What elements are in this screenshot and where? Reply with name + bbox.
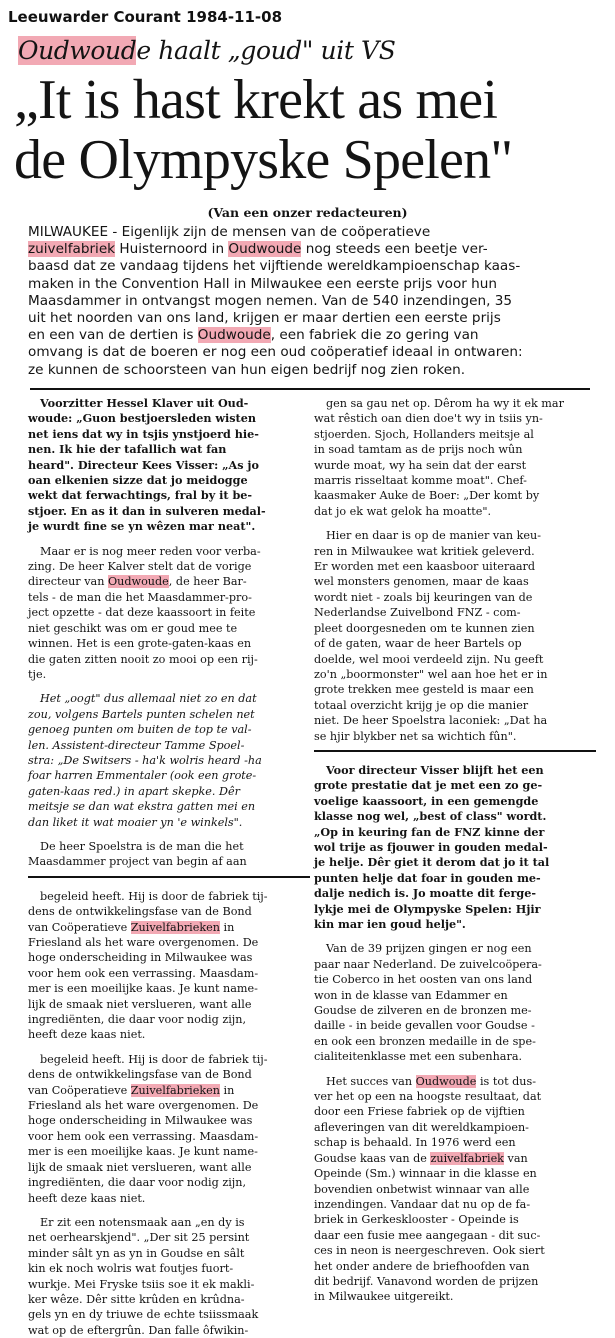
text-line: [28, 722, 310, 737]
text-line: [28, 574, 310, 589]
text-segment: grote trekken mee gesteld is maar een: [314, 683, 534, 697]
text-segment: van Coöperatieve: [28, 920, 131, 934]
text-segment: , de heer Bar-: [168, 575, 247, 589]
text-segment: Hier en daar is op de manier van keu-: [326, 529, 542, 543]
text-segment: Voorzitter Hessel Klaver uit Oud-: [40, 396, 249, 410]
text-segment: in soad tamtam as de prijs noch wûn: [314, 443, 523, 457]
text-line: [28, 950, 310, 965]
text-segment: wel monsters genomen, maar de kaas: [314, 575, 529, 589]
headline: [14, 70, 614, 190]
text-segment: voor hem ook een verrassing. Maasdam-: [28, 966, 259, 980]
text-line: [28, 1215, 310, 1230]
text-line: [314, 458, 596, 473]
text-line: [314, 840, 596, 855]
text-segment: tels - de man die het Maasdammer-pro-: [28, 590, 252, 604]
right-column: [314, 396, 596, 1305]
text-line: [314, 1003, 596, 1018]
text-line: [28, 1160, 310, 1175]
highlighted-term: Oudwoude: [228, 241, 302, 258]
text-line: [314, 729, 596, 744]
text-line: [28, 889, 310, 904]
text-line: [314, 528, 596, 543]
text-segment: foar harren Emmentaler (ook een grote-: [28, 769, 257, 783]
kicker-rest: e haalt „goud" uit VS: [136, 36, 396, 65]
text-line: [28, 904, 310, 919]
text-segment: Friesland als het ware overgenomen. De: [28, 1099, 259, 1113]
text-line: [28, 458, 310, 473]
text-line: [28, 1144, 310, 1159]
text-segment: niet geschikt was om er goud mee te: [28, 621, 238, 635]
headline-line-1: „It is hast krekt as mei: [14, 69, 498, 131]
text-line: [314, 1049, 596, 1064]
text-segment: voor hem ook een verrassing. Maasdam-: [28, 1129, 259, 1143]
text-line: [314, 972, 596, 987]
highlighted-term: Oudwoude: [197, 327, 271, 344]
text-line: [314, 1182, 596, 1197]
text-line: [28, 768, 310, 783]
text-segment: briek in Gerkesklooster - Opeinde is: [314, 1213, 519, 1227]
headline-line-2: de Olympyske Spelen": [14, 129, 513, 191]
text-segment: grote prestatie dat je met een zo ge-: [314, 778, 543, 793]
text-segment: zou, volgens Bartels punten schelen net: [28, 707, 255, 721]
kicker: [18, 36, 395, 65]
text-segment: wurkje. Mei Fryske tsiis soe it ek makli-: [28, 1277, 255, 1291]
text-segment: tje.: [28, 667, 47, 681]
text-line: [28, 621, 310, 636]
text-segment: gels yn en dy triuwe de echte tsiissmaak: [28, 1308, 259, 1322]
text-line: [314, 794, 596, 809]
text-line: [28, 799, 310, 814]
text-line: [314, 1274, 596, 1289]
paragraph: [314, 941, 596, 1064]
text-segment: Er zit een notensmaak aan „en dy is: [40, 1215, 245, 1229]
text-line: [28, 310, 608, 327]
left-column: [28, 396, 310, 1338]
text-line: [28, 473, 310, 488]
text-segment: Nederlandse Zuivelbond FNZ - com-: [314, 606, 521, 620]
text-segment: wat rêstich oan dien doe't wy in tsiis yn-: [314, 412, 543, 426]
text-segment: inzendingen. Vandaar dat nu op de fa-: [314, 1197, 531, 1211]
text-line: [314, 488, 596, 503]
text-segment: ingrediënten, die daar voor nodig zijn,: [28, 1176, 247, 1190]
text-line: [28, 839, 310, 854]
text-line: [28, 559, 310, 574]
text-segment: meitsje se dan wat ekstra gatten mei en: [28, 800, 256, 814]
text-line: [314, 871, 596, 886]
text-line: [314, 1289, 596, 1304]
text-segment: Huisternoord in: [115, 241, 229, 258]
text-line: [28, 258, 608, 275]
text-line: [28, 935, 310, 950]
text-segment: niet. De heer Spoelstra laconiek: „Dat ha: [314, 714, 548, 728]
text-line: [28, 1246, 310, 1261]
text-segment: lijk de smaak niet verslueren, want alle: [28, 997, 252, 1011]
text-line: [28, 344, 608, 361]
text-segment: ze kunnen de schoorsteen van hun eigen bedrijf nog zien roken.: [28, 361, 466, 378]
text-segment: heeft deze kaas niet.: [28, 1028, 146, 1042]
text-line: [28, 1230, 310, 1245]
highlighted-term: zuivelfabriek: [430, 1151, 504, 1165]
text-line: [314, 941, 596, 956]
text-segment: of de gaten, waar de heer Bartels op: [314, 637, 522, 651]
text-segment: kin ek noch wolris wat foutjes fuort-: [28, 1262, 234, 1276]
text-line: [28, 411, 310, 426]
paragraph-gap: [28, 830, 310, 839]
lead-paragraph: [28, 224, 608, 379]
text-segment: hoge onderscheiding in Milwaukee was: [28, 951, 253, 965]
text-segment: nen. Ik hie der tafallich wat fan: [28, 442, 227, 457]
text-segment: Opeinde (Sm.) winnaar in die klasse en: [314, 1167, 537, 1181]
text-line: [28, 442, 310, 457]
text-line: [28, 327, 608, 344]
text-segment: heard". Directeur Kees Visser: „As jo: [28, 457, 259, 472]
paragraph-gap: [28, 535, 310, 544]
text-segment: ver het op een na hoogste resultaat, dat: [314, 1090, 542, 1104]
text-line: [28, 276, 608, 293]
text-segment: en een van de dertien is: [28, 327, 198, 344]
text-line: [28, 396, 310, 411]
text-line: [314, 1166, 596, 1181]
text-segment: stra: „De Switsers - ha'k wolris heard -ha: [28, 753, 262, 767]
text-segment: lykje mei de Olympyske Spelen: Hjir: [314, 901, 541, 916]
text-segment: stjoerden. Sjoch, Hollanders meitsje al: [314, 427, 534, 441]
highlighted-term: zuivelfabriek: [28, 241, 116, 258]
section-rule: [314, 750, 596, 752]
paragraph: [314, 763, 596, 932]
text-line: [314, 698, 596, 713]
text-segment: Goudse kaas van de: [314, 1151, 431, 1165]
text-segment: Friesland als het ware overgenomen. De: [28, 936, 259, 949]
text-segment: net iens dat wy in tsjis ynstjoerd hie-: [28, 426, 259, 441]
text-segment: kin mar ien goud helje".: [314, 917, 466, 931]
text-segment: heeft deze kaas niet.: [28, 1191, 146, 1205]
text-segment: daar een fusie mee aangegaan - dit suc-: [314, 1228, 541, 1242]
source-line: Leeuwarder Courant 1984-11-08: [8, 8, 283, 26]
text-segment: wol trije as fjouwer in gouden medal-: [314, 839, 548, 854]
text-segment: winnen. Het is een grote-gaten-kaas en: [28, 637, 252, 651]
text-line: [28, 605, 310, 620]
text-line: [28, 753, 310, 768]
text-segment: je wurdt fine se yn wêzen mar neat".: [28, 519, 256, 534]
text-line: [28, 1175, 310, 1190]
text-segment: dit bedrijf. Vanavond worden de prijzen: [314, 1274, 539, 1288]
paragraph: [28, 839, 310, 870]
text-segment: Maasdammer project van begin af aan: [28, 855, 247, 869]
paragraph: [314, 1074, 596, 1305]
text-segment: tie Coberco in het oosten van ons land: [314, 973, 533, 987]
text-segment: lijk de smaak niet verslueren, want alle: [28, 1160, 252, 1174]
text-segment: zing. De heer Kalver stelt dat de vorige: [28, 560, 252, 574]
text-line: [28, 362, 608, 379]
text-segment: dan liket it wat moaier yn 'e winkels".: [28, 815, 243, 829]
text-line: [314, 1089, 596, 1104]
text-line: [28, 1083, 310, 1098]
paragraph: [314, 528, 596, 744]
text-segment: pleet doorgesneden om te kunnen zien: [314, 621, 535, 635]
text-line: [28, 691, 310, 706]
paragraph: [28, 1215, 310, 1338]
paragraph-gap: [28, 682, 310, 691]
paragraph-gap: [28, 1043, 310, 1052]
text-line: [314, 590, 596, 605]
text-line: [28, 544, 310, 559]
text-segment: totaal overzicht krijg je op die manier: [314, 698, 529, 712]
text-segment: die gaten zitten nooit zo mooi op een rij-: [28, 652, 258, 666]
text-line: [28, 1292, 310, 1307]
text-line: [314, 574, 596, 589]
text-segment: doelde, wel mooi verdeeld zijn. Nu geeft: [314, 652, 544, 666]
text-segment: in: [219, 1083, 235, 1097]
text-segment: zo'n „boormonster" wel aan hoe het er in: [314, 667, 548, 681]
text-line: [28, 293, 608, 310]
text-segment: ker wêze. Dêr sitte krûden en krûdna-: [28, 1292, 245, 1306]
text-line: [28, 815, 310, 830]
paragraph-gap: [28, 1206, 310, 1215]
text-line: [28, 519, 310, 534]
text-segment: punten helje dat foar in gouden me-: [314, 870, 541, 885]
text-line: [28, 1052, 310, 1067]
text-line: [28, 1191, 310, 1206]
text-segment: baasd dat ze vandaag tijdens het vijftiende wereldkampioenschap kaas-: [28, 258, 521, 275]
byline: (Van een onzer redacteuren): [207, 205, 408, 220]
text-segment: voelige kaassoort, in een gemengde: [314, 793, 539, 808]
text-segment: uit het noorden van ons land, krijgen er maar dertien een eerste prijs: [28, 310, 501, 327]
text-segment: afleveringen van dit wereldkampioen-: [314, 1120, 529, 1134]
text-line: [314, 763, 596, 778]
text-line: [28, 854, 310, 869]
text-line: [28, 427, 310, 442]
text-line: [28, 784, 310, 799]
paragraph-gap: [314, 1065, 596, 1074]
text-segment: Er worden met een kaasboor uiteraard: [314, 560, 536, 574]
text-line: [314, 1120, 596, 1135]
text-segment: schap is behaald. In 1976 werd een: [314, 1136, 516, 1150]
text-line: [314, 713, 596, 728]
paragraph-gap: [314, 519, 596, 528]
text-line: [28, 241, 608, 258]
text-line: [314, 809, 596, 824]
text-line: [314, 411, 596, 426]
text-segment: Maasdammer in ontvangst mogen nemen. Van de 540 inzendingen, 35: [28, 292, 513, 309]
text-line: [314, 682, 596, 697]
text-line: [28, 966, 310, 981]
text-segment: dat jo ek wat gelok ha moatte".: [314, 504, 492, 518]
text-line: [314, 886, 596, 901]
text-segment: marris risseltaat komme moat". Chef-: [314, 474, 527, 488]
text-segment: woude: „Guon bestjoersleden wisten: [28, 411, 256, 426]
text-line: [28, 504, 310, 519]
text-line: [314, 825, 596, 840]
text-line: [314, 1151, 596, 1166]
text-segment: dalje nedich is. Jo moatte dit ferge-: [314, 886, 536, 901]
text-line: [314, 917, 596, 932]
text-segment: wordt niet - zoals bij keuringen van de: [314, 590, 533, 604]
text-segment: in: [219, 920, 235, 934]
text-segment: Van de 39 prijzen gingen er nog een: [326, 942, 532, 956]
text-line: [314, 427, 596, 442]
paragraph: [28, 889, 310, 1043]
text-line: [314, 504, 596, 519]
text-line: [28, 1323, 310, 1338]
text-segment: stjoer. En as it dan in sulveren medal-: [28, 503, 266, 518]
text-line: [314, 1135, 596, 1150]
text-segment: mer is een moeilijke kaas. Je kunt name-: [28, 1145, 258, 1159]
text-line: [314, 988, 596, 1003]
text-segment: omvang is dat de boeren er nog een oud coöperatief ideaal in ontwaren:: [28, 344, 523, 361]
text-line: [28, 1067, 310, 1082]
paragraph-gap: [314, 932, 596, 941]
text-line: [28, 652, 310, 667]
text-segment: ces in neon is neergeschreven. Ook siert: [314, 1244, 545, 1258]
text-line: [28, 1027, 310, 1042]
text-line: [28, 224, 608, 241]
text-line: [314, 778, 596, 793]
text-segment: ject opzette - dat deze kaassoort in feite: [28, 606, 256, 620]
text-segment: dens de ontwikkelingsfase van de Bond: [28, 905, 252, 919]
text-line: [28, 981, 310, 996]
text-segment: ingrediënten, die daar voor nodig zijn,: [28, 1013, 247, 1027]
text-segment: directeur van: [28, 575, 108, 589]
text-line: [28, 1307, 310, 1322]
text-line: [28, 920, 310, 935]
text-segment: , een fabriek die zo gering van: [270, 327, 479, 344]
text-line: [28, 1277, 310, 1292]
text-line: [28, 738, 310, 753]
text-segment: maken in the Convention Hall in Milwaukee een eerste prijs voor hun: [28, 275, 498, 292]
text-line: [314, 1243, 596, 1258]
text-segment: klasse nog wel, „best of class" wordt.: [314, 809, 547, 824]
text-segment: won in de klasse van Edammer en: [314, 988, 508, 1002]
paragraph: [28, 691, 310, 830]
text-segment: Het succes van: [326, 1074, 416, 1088]
text-segment: en ook een bronzen medaille in de spe-: [314, 1034, 536, 1048]
text-segment: wat op de eftergrûn. Dan falle ôfwikin-: [28, 1323, 249, 1337]
text-line: [314, 1018, 596, 1033]
highlighted-term: Oudwoude: [107, 575, 169, 589]
text-line: [314, 957, 596, 972]
paragraph: [28, 396, 310, 535]
text-line: [28, 667, 310, 682]
section-rule: [30, 388, 590, 390]
highlighted-term: Zuivelfabrieken: [130, 1083, 220, 1097]
text-segment: in Milwaukee uitgereikt.: [314, 1290, 454, 1304]
text-segment: hoge onderscheiding in Milwaukee was: [28, 1114, 253, 1128]
text-line: [314, 396, 596, 411]
text-line: [28, 997, 310, 1012]
text-segment: De heer Spoelstra is de man die het: [40, 839, 244, 853]
text-segment: is tot dus-: [476, 1074, 537, 1088]
text-line: [314, 636, 596, 651]
text-line: [314, 442, 596, 457]
text-line: [28, 707, 310, 722]
text-line: [314, 667, 596, 682]
text-line: [314, 621, 596, 636]
text-segment: begeleid heeft. Hij is door de fabriek tij-: [40, 889, 268, 903]
text-segment: paar naar Nederland. De zuivelcoöpera-: [314, 957, 542, 971]
section-rule: [28, 876, 310, 878]
text-line: [314, 473, 596, 488]
text-segment: Maar er is nog meer reden voor verba-: [40, 544, 261, 558]
text-line: [314, 1104, 596, 1119]
highlighted-term: Zuivelfabrieken: [130, 920, 220, 934]
text-line: [314, 544, 596, 559]
text-segment: bovendien onbetwist winnaar van alle: [314, 1182, 530, 1196]
text-line: [28, 1012, 310, 1027]
text-line: [28, 636, 310, 651]
text-segment: van: [503, 1151, 528, 1165]
text-segment: dens de ontwikkelingsfase van de Bond: [28, 1068, 252, 1082]
text-line: [314, 1259, 596, 1274]
paragraph-gap: [314, 754, 596, 763]
text-segment: mer is een moeilijke kaas. Je kunt name-: [28, 982, 258, 996]
text-segment: gaten-kaas red.) in apart skepke. Dêr: [28, 784, 240, 798]
text-segment: minder sâlt yn as yn in Goudse en sâlt: [28, 1246, 245, 1260]
text-segment: Voor directeur Visser blijft het een: [326, 762, 544, 777]
text-segment: ren in Milwaukee wat kritiek geleverd.: [314, 544, 535, 558]
text-segment: het onder andere de briefhoofden van: [314, 1259, 530, 1273]
text-segment: „Op in keuring fan de FNZ kinne der: [314, 824, 545, 839]
text-segment: van Coöperatieve: [28, 1083, 131, 1097]
text-segment: net oerhearskjend". „Der sit 25 persint: [28, 1231, 250, 1245]
text-line: [28, 1113, 310, 1128]
kicker-highlight: Oudwoud: [18, 36, 137, 65]
paragraph-gap: [28, 880, 310, 889]
text-line: [314, 855, 596, 870]
text-segment: oan elkenien sizze dat jo meidogge: [28, 473, 248, 488]
text-line: [314, 559, 596, 574]
text-segment: je helje. Dêr giet it derom dat jo it tal: [314, 855, 550, 870]
text-line: [314, 652, 596, 667]
text-segment: gen sa gau net op. Dêrom ha wy it ek mar: [326, 397, 564, 410]
text-segment: se hjir blykber net sa wichtich fûn".: [314, 729, 517, 743]
text-line: [314, 1212, 596, 1227]
text-line: [28, 1098, 310, 1113]
text-line: [314, 1034, 596, 1049]
text-segment: len. Assistent-directeur Tamme Spoel-: [28, 738, 245, 752]
text-segment: daille - in beide gevallen voor Goudse -: [314, 1019, 535, 1033]
text-segment: genoeg punten om buiten de top te val-: [28, 723, 252, 737]
text-line: [314, 1074, 596, 1089]
text-segment: MILWAUKEE - Eigenlijk zijn de mensen van de coöperatieve: [28, 224, 431, 240]
text-line: [28, 1129, 310, 1144]
text-segment: nog steeds een beetje ver-: [301, 241, 488, 258]
text-segment: cialiteitenklasse met een subenhara.: [314, 1050, 523, 1064]
text-line: [314, 605, 596, 620]
paragraph: [314, 396, 596, 519]
text-segment: wekt dat ferwachtings, fral by it be-: [28, 488, 253, 503]
text-segment: begeleid heeft. Hij is door de fabriek tij-: [40, 1052, 268, 1066]
highlighted-term: Oudwoude: [415, 1074, 477, 1088]
paragraph: [28, 1052, 310, 1206]
text-line: [28, 488, 310, 503]
text-line: [314, 1228, 596, 1243]
text-line: [314, 1197, 596, 1212]
text-segment: Het „oogt" dus allemaal niet zo en dat: [40, 692, 257, 706]
paragraph: [28, 544, 310, 683]
text-line: [314, 902, 596, 917]
text-segment: wurde moat, wy ha sein dat der earst: [314, 458, 527, 472]
text-line: [28, 1261, 310, 1276]
text-segment: kaasmaker Auke de Boer: „Der komt by: [314, 489, 540, 503]
text-segment: Goudse de zilveren en de bronzen me-: [314, 1004, 532, 1018]
text-line: [28, 590, 310, 605]
text-segment: door een Friese fabriek op de vijftien: [314, 1105, 525, 1119]
